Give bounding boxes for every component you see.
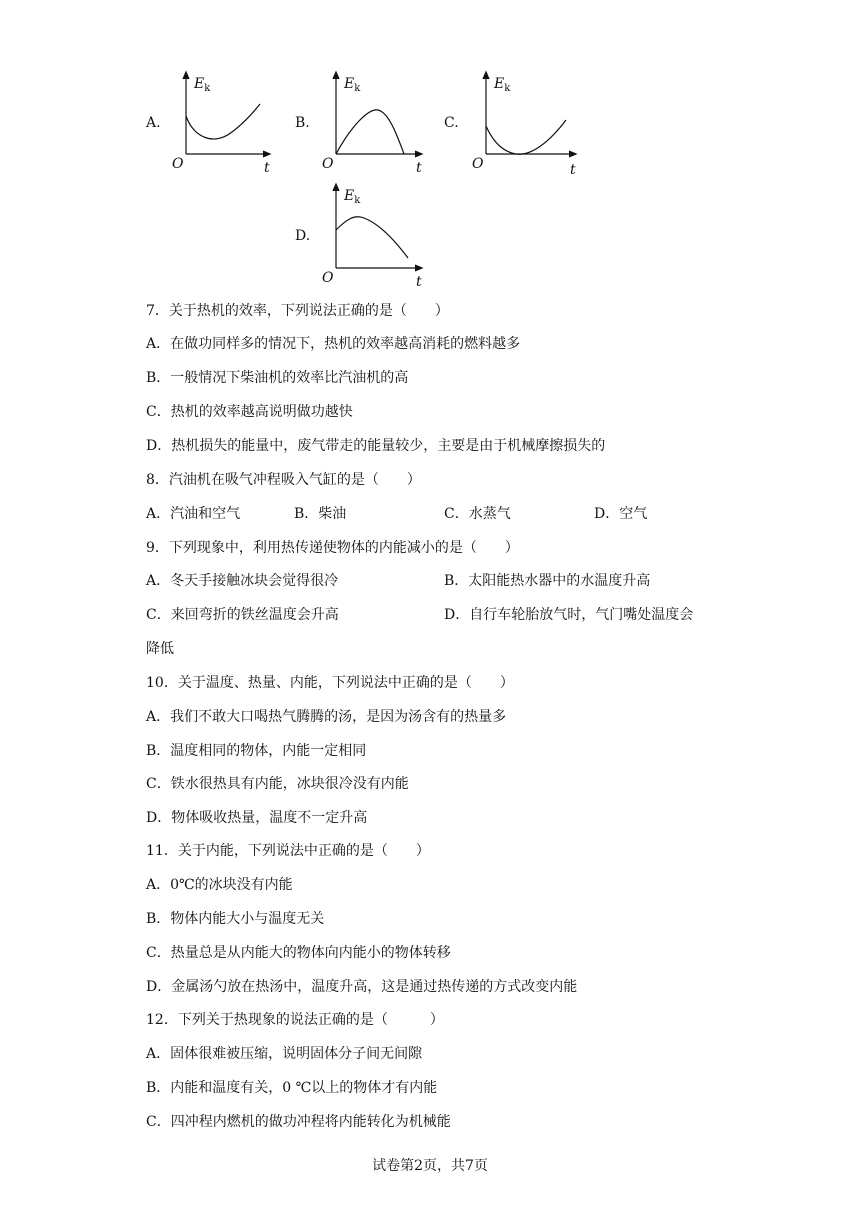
- graph-d: [320, 180, 430, 290]
- question-12-stem: 12．下列关于热现象的说法正确的是（ ）: [146, 1012, 444, 1028]
- question-9-option-a: A．冬天手接触冰块会觉得很冷: [146, 573, 339, 589]
- option-d-label: D.: [295, 228, 311, 244]
- svg-text:t: t: [264, 160, 270, 176]
- graph-c: [470, 68, 585, 178]
- question-11-stem: 11．关于内能，下列说法中正确的是（ ）: [146, 843, 430, 859]
- svg-text:t: t: [570, 162, 576, 178]
- question-11-option-a: A．0℃的冰块没有内能: [146, 877, 293, 893]
- svg-text:t: t: [416, 274, 422, 290]
- graph-b: [320, 68, 430, 178]
- svg-text:O: O: [172, 156, 184, 172]
- question-8-stem: 8．汽油机在吸气冲程吸入气缸的是（ ）: [146, 472, 421, 488]
- question-8-option-b: B．柴油: [294, 506, 347, 522]
- question-11-option-c: C．热量总是从内能大的物体向内能小的物体转移: [146, 945, 451, 961]
- question-9-stem: 9．下列现象中，利用热传递使物体的内能减小的是（ ）: [146, 540, 519, 556]
- graph-c-curve: [486, 120, 566, 154]
- graph-a-curve: [186, 104, 260, 139]
- graph-a: [170, 68, 280, 178]
- question-7-stem: 7．关于热机的效率，下列说法正确的是（ ）: [146, 303, 449, 319]
- svg-text:Ek: $E_k$: [494, 76, 511, 94]
- svg-text:Ek: $E_k$: [344, 76, 361, 94]
- question-9-option-b: B．太阳能热水器中的水温度升高: [444, 573, 651, 589]
- question-7-option-c: C．热机的效率越高说明做功越快: [146, 404, 353, 420]
- page-footer: 试卷第2页，共7页: [372, 1158, 488, 1174]
- question-9-option-d-continued: 降低: [146, 641, 174, 657]
- question-11-option-b: B．物体内能大小与温度无关: [146, 911, 325, 927]
- question-8-option-d: D．空气: [594, 506, 648, 522]
- question-7-option-b: B．一般情况下柴油机的效率比汽油机的高: [146, 370, 409, 386]
- svg-text:O: O: [322, 156, 334, 172]
- option-c-label: C.: [444, 115, 459, 131]
- graph-d-curve: [336, 217, 408, 258]
- graph-b-curve: [336, 110, 404, 154]
- question-9-option-c: C．来回弯折的铁丝温度会升高: [146, 607, 339, 623]
- question-10-option-a: A．我们不敢大口喝热气腾腾的汤，是因为汤含有的热量多: [146, 709, 507, 725]
- svg-text:O: O: [472, 156, 484, 172]
- svg-text:Ek: $E_k$: [344, 188, 361, 206]
- question-10-stem: 10．关于温度、热量、内能，下列说法中正确的是（ ）: [146, 675, 514, 691]
- option-a-label: A.: [146, 115, 161, 131]
- svg-text:Ek: $E_k$: [194, 76, 211, 94]
- question-7-option-a: A．在做功同样多的情况下，热机的效率越高消耗的燃料越多: [146, 336, 521, 352]
- question-11-option-d: D．金属汤勺放在热汤中，温度升高，这是通过热传递的方式改变内能: [146, 979, 578, 995]
- question-9-option-d: D．自行车轮胎放气时，气门嘴处温度会: [444, 607, 694, 623]
- question-10-option-b: B．温度相同的物体，内能一定相同: [146, 743, 367, 759]
- question-12-option-a: A．固体很难被压缩，说明固体分子间无间隙: [146, 1046, 423, 1062]
- question-12-option-b: B．内能和温度有关，0 ℃以上的物体才有内能: [146, 1080, 438, 1096]
- question-7-option-d: D．热机损失的能量中，废气带走的能量较少，主要是由于机械摩擦损失的: [146, 438, 606, 454]
- question-12-option-c: C．四冲程内燃机的做功冲程将内能转化为机械能: [146, 1114, 451, 1130]
- option-b-label: B.: [295, 115, 310, 131]
- svg-text:O: O: [322, 270, 334, 286]
- question-10-option-c: C．铁水很热具有内能，冰块很冷没有内能: [146, 776, 409, 792]
- question-8-option-c: C．水蒸气: [444, 506, 511, 522]
- svg-text:t: t: [416, 160, 422, 176]
- question-10-option-d: D．物体吸收热量，温度不一定升高: [146, 810, 368, 826]
- question-8-option-a: A．汽油和空气: [146, 506, 241, 522]
